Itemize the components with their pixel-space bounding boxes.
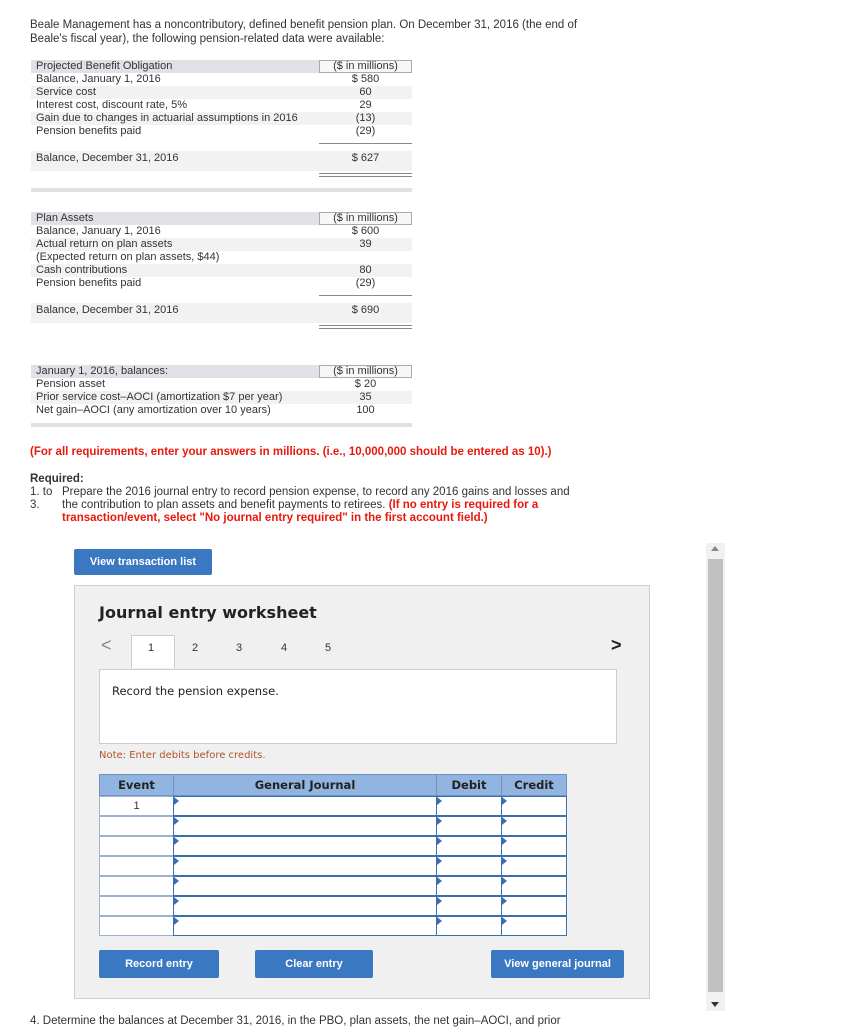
pbo-row-label: Gain due to changes in actuarial assumptions in 2016 [36, 112, 298, 124]
input-marker-icon [502, 797, 507, 805]
tab-1[interactable]: 1 [148, 642, 155, 654]
pbo-total-value: $ 627 [351, 152, 380, 164]
millions-note: (For all requirements, enter your answers in millions. (i.e., 10,000,000 should be entered as 10).) [30, 446, 552, 458]
plan-assets-row [31, 251, 412, 264]
worksheet-title: Journal entry worksheet [99, 603, 317, 622]
input-marker-icon [502, 857, 507, 865]
dropdown-marker-icon [174, 797, 179, 805]
tab-3[interactable]: 3 [236, 642, 243, 654]
scrollbar-thumb[interactable] [708, 559, 723, 992]
section-divider [31, 423, 412, 427]
section-divider [31, 188, 412, 192]
debit-input[interactable] [436, 856, 502, 876]
dropdown-marker-icon [174, 917, 179, 925]
problem-intro: Beale Management has a noncontributory, defined benefit pension plan. On December 31, 2016 (the end of Beale's fiscal year), the following pension-related data were available: [30, 19, 578, 45]
input-marker-icon [437, 897, 442, 905]
dropdown-marker-icon [174, 877, 179, 885]
event-cell [99, 896, 174, 916]
debits-note: Note: Enter debits before credits. [99, 750, 266, 761]
required-title: Required: [30, 473, 84, 485]
plan-assets-row-value: $ 600 [351, 225, 380, 237]
balances-row-value: $ 20 [354, 378, 377, 390]
credit-column-header: Credit [501, 774, 567, 796]
input-marker-icon [437, 797, 442, 805]
pbo-header-row [31, 60, 412, 73]
plan-assets-row-value: 39 [359, 238, 372, 250]
required-text [62, 486, 582, 525]
pbo-row-label: Balance, January 1, 2016 [36, 73, 161, 85]
balances-row [31, 404, 412, 417]
credit-input[interactable] [501, 796, 567, 816]
tab-2[interactable]: 2 [192, 642, 199, 654]
pbo-row [31, 99, 412, 112]
input-marker-icon [502, 877, 507, 885]
event-cell [99, 836, 174, 856]
pbo-row-label: Pension benefits paid [36, 125, 142, 137]
account-input[interactable] [173, 816, 437, 836]
dropdown-marker-icon [174, 857, 179, 865]
plan-assets-header: Plan Assets [36, 212, 94, 224]
balances-unit: ($ in millions) [319, 365, 412, 378]
general-journal-column-header: General Journal [173, 774, 437, 796]
pbo-row [31, 86, 412, 99]
plan-assets-row-label: (Expected return on plan assets, $44) [36, 251, 220, 263]
plan-assets-row [31, 225, 412, 238]
plan-assets-row-value: 80 [359, 264, 372, 276]
pbo-row [31, 125, 412, 138]
balances-header-row [31, 365, 412, 378]
balances-row-label: Net gain–AOCI (any amortization over 10 years) [36, 404, 271, 416]
input-marker-icon [437, 837, 442, 845]
balances-row-value: 35 [359, 391, 372, 403]
debit-input[interactable] [436, 836, 502, 856]
account-input[interactable] [173, 796, 437, 816]
journal-entry-worksheet [74, 585, 650, 999]
pbo-total-rule [319, 173, 412, 177]
required-warning: (If no entry is required for a transaction/event, select "No journal entry required" in the first account field.) [62, 499, 539, 524]
next-page-icon[interactable]: > [611, 635, 622, 655]
account-input[interactable] [173, 896, 437, 916]
pbo-subtotal-rule [319, 143, 412, 144]
tab-5[interactable]: 5 [325, 642, 332, 654]
debit-input[interactable] [436, 916, 502, 936]
plan-assets-total-label: Balance, December 31, 2016 [36, 304, 179, 316]
required-number-line: 3. [30, 499, 40, 511]
plan-assets-row-label: Cash contributions [36, 264, 128, 276]
plan-assets-row-label: Balance, January 1, 2016 [36, 225, 161, 237]
plan-assets-row [31, 238, 412, 251]
instruction-box [99, 669, 617, 744]
pbo-unit: ($ in millions) [319, 60, 412, 73]
plan-assets-row [31, 277, 412, 290]
requirement-4-text: 4. Determine the balances at December 31, 2016, in the PBO, plan assets, the net gain–AOCI, and prior [30, 1015, 561, 1027]
account-input[interactable] [173, 876, 437, 896]
account-input[interactable] [173, 836, 437, 856]
pbo-row-value: 60 [359, 86, 372, 98]
event-cell [99, 916, 174, 936]
plan-assets-header-row [31, 212, 412, 225]
balances-row-value: 100 [356, 404, 375, 416]
plan-assets-total-row [31, 303, 412, 323]
event-column-header: Event [99, 774, 174, 796]
input-marker-icon [437, 917, 442, 925]
credit-input[interactable] [501, 836, 567, 856]
instruction-text: Record the pension expense. [112, 684, 279, 698]
event-cell: 1 [99, 796, 174, 816]
credit-input[interactable] [501, 816, 567, 836]
pbo-row-label: Service cost [36, 86, 96, 98]
prev-page-icon[interactable]: < [101, 635, 112, 655]
credit-input[interactable] [501, 876, 567, 896]
input-marker-icon [437, 857, 442, 865]
account-input[interactable] [173, 856, 437, 876]
event-cell [99, 816, 174, 836]
plan-assets-row-value: (29) [355, 277, 376, 289]
credit-input[interactable] [501, 896, 567, 916]
pbo-row-value: (13) [355, 112, 376, 124]
pbo-row-label: Interest cost, discount rate, 5% [36, 99, 188, 111]
clear-entry-button[interactable]: Clear entry [255, 950, 373, 978]
debit-input[interactable] [436, 896, 502, 916]
required-instructions: Prepare the 2016 journal entry to record pension expense, to record any 2016 gains and losses and the contribution to plan assets and benefit payments to retirees. [62, 486, 570, 511]
plan-assets-row-label: Pension benefits paid [36, 277, 142, 289]
plan-assets-total-rule [319, 325, 412, 329]
balances-row-label: Pension asset [36, 378, 106, 390]
debit-input[interactable] [436, 876, 502, 896]
pbo-header: Projected Benefit Obligation [36, 60, 173, 72]
plan-assets-subtotal-rule [319, 295, 412, 296]
input-marker-icon [437, 877, 442, 885]
account-input[interactable] [173, 916, 437, 936]
balances-row [31, 391, 412, 404]
pbo-total-row [31, 151, 412, 171]
pbo-row-value: (29) [355, 125, 376, 137]
pbo-row [31, 112, 412, 125]
pbo-row-value: $ 580 [351, 73, 380, 85]
scroll-down-icon[interactable] [711, 1002, 719, 1007]
input-marker-icon [502, 917, 507, 925]
input-marker-icon [437, 817, 442, 825]
input-marker-icon [502, 897, 507, 905]
plan-assets-unit: ($ in millions) [319, 212, 412, 225]
dropdown-marker-icon [174, 897, 179, 905]
plan-assets-row-label: Actual return on plan assets [36, 238, 173, 250]
event-cell [99, 876, 174, 896]
plan-assets-total-value: $ 690 [351, 304, 380, 316]
debit-column-header: Debit [436, 774, 502, 796]
dropdown-marker-icon [174, 837, 179, 845]
input-marker-icon [502, 817, 507, 825]
debit-input[interactable] [436, 816, 502, 836]
view-transaction-list-button[interactable]: View transaction list [74, 549, 212, 575]
plan-assets-row [31, 264, 412, 277]
required-number-line: 1. to [30, 486, 53, 498]
event-cell [99, 856, 174, 876]
pbo-row [31, 73, 412, 86]
required-number [30, 486, 52, 512]
debit-input[interactable] [436, 796, 502, 816]
vertical-scrollbar[interactable] [706, 543, 725, 1011]
pbo-total-label: Balance, December 31, 2016 [36, 152, 179, 164]
balances-header: January 1, 2016, balances: [36, 365, 169, 377]
scroll-up-icon[interactable] [711, 546, 719, 551]
credit-input[interactable] [501, 916, 567, 936]
pbo-row-value: 29 [359, 99, 372, 111]
dropdown-marker-icon [174, 817, 179, 825]
tab-4[interactable]: 4 [281, 642, 288, 654]
record-entry-button[interactable]: Record entry [99, 950, 219, 978]
balances-row [31, 378, 412, 391]
input-marker-icon [502, 837, 507, 845]
balances-row-label: Prior service cost–AOCI (amortization $7 per year) [36, 391, 283, 403]
credit-input[interactable] [501, 856, 567, 876]
view-general-journal-button[interactable]: View general journal [491, 950, 624, 978]
